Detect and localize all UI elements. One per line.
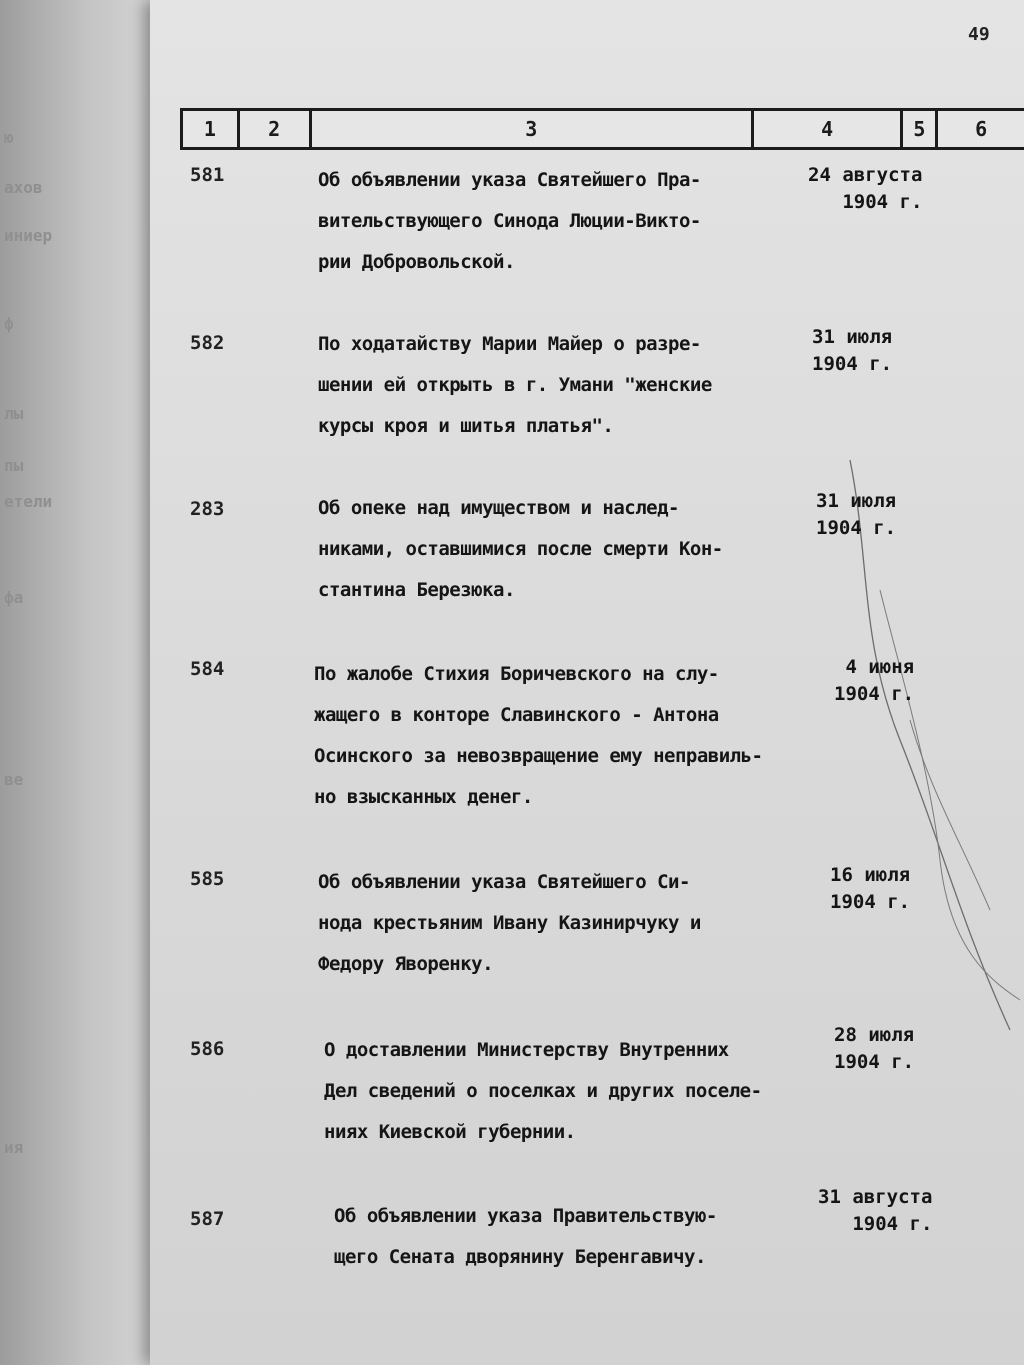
title-line: стантина Березюка. [318, 579, 515, 601]
ghost-text: ю [4, 128, 14, 147]
ghost-text: ахов [4, 178, 43, 197]
entry-date [818, 1184, 932, 1238]
entry-title [318, 160, 808, 283]
entry-title [334, 1196, 824, 1278]
entry-title [314, 654, 804, 818]
entry-number: 587 [190, 1208, 225, 1230]
table-header [180, 108, 1024, 150]
column-header: 2 [240, 111, 312, 147]
entry-number: 585 [190, 868, 225, 890]
entry-date [812, 324, 892, 378]
adjacent-page-edge [0, 0, 160, 1365]
title-line: курсы кроя и шитья платья". [318, 415, 614, 437]
ghost-text: фа [4, 588, 24, 607]
title-line: Дел сведений о поселках и других поселе- [324, 1080, 762, 1102]
entry-date [808, 162, 922, 216]
entry-title [318, 324, 808, 447]
entry-title [318, 862, 808, 985]
date-day: 31 августа [818, 1186, 933, 1208]
ghost-text: ф [4, 314, 14, 333]
date-day: 31 июля [812, 326, 893, 348]
title-line: По ходатайству Марии Майер о разре- [318, 333, 701, 355]
entry-number: 283 [190, 498, 225, 520]
title-line: рии Добровольской. [318, 251, 515, 273]
ghost-text: пы [4, 456, 24, 475]
ghost-text: иниер [4, 226, 53, 245]
title-line: щего Сената дворянину Беренгавичу. [334, 1246, 706, 1268]
date-year: 1904 г. [834, 1051, 915, 1073]
column-header: 1 [183, 111, 240, 147]
date-year: 1904 г. [834, 683, 915, 705]
title-line: Федору Яворенку. [318, 953, 494, 975]
entry-number: 584 [190, 658, 225, 680]
date-year: 1904 г. [812, 353, 893, 375]
entry-title [318, 488, 808, 611]
date-year: 1904 г. [830, 891, 911, 913]
title-line: вительствующего Синода Люции-Викто- [318, 210, 701, 232]
ghost-text: ия [4, 1138, 24, 1157]
title-line: О доставлении Министерству Внутренних [324, 1039, 729, 1061]
column-header: 6 [975, 117, 988, 141]
ghost-text: ве [4, 770, 24, 789]
title-line: никами, оставшимися после смерти Кон- [318, 538, 723, 560]
entry-date [834, 1022, 914, 1076]
title-line: Осинского за невозвращение ему неправиль- [314, 745, 763, 767]
entry-date [816, 488, 896, 542]
ghost-text: лы [4, 404, 24, 423]
date-day: 31 июля [816, 490, 897, 512]
title-line: Об опеке над имуществом и наслед- [318, 497, 679, 519]
title-line: нода крестьяним Ивану Казинирчуку и [318, 912, 701, 934]
entry-number: 586 [190, 1038, 225, 1060]
title-line: ниях Киевской губернии. [324, 1121, 576, 1143]
column-header: 5 [903, 111, 938, 147]
date-year: 1904 г. [816, 517, 897, 539]
page-number: 49 [968, 24, 990, 45]
date-day: 24 августа [808, 164, 923, 186]
title-line: По жалобе Стихия Боричевского на слу- [314, 663, 719, 685]
date-year: 1904 г. [842, 191, 923, 213]
entry-number: 581 [190, 164, 225, 186]
title-line: но взысканных денег. [314, 786, 533, 808]
column-header: 3 [312, 111, 754, 147]
entry-date [834, 654, 914, 708]
title-line: Об объявлении указа Правительствую- [334, 1205, 717, 1227]
date-day: 4 июня [845, 656, 915, 678]
title-line: Об объявлении указа Святейшего Си- [318, 871, 690, 893]
entry-title [324, 1030, 814, 1153]
column-header: 4 [754, 111, 903, 147]
document-page [150, 0, 1024, 1365]
title-line: шении ей открыть в г. Умани "женские [318, 374, 712, 396]
date-year: 1904 г. [852, 1213, 933, 1235]
entry-number: 582 [190, 332, 225, 354]
date-day: 28 июля [834, 1024, 915, 1046]
title-line: Об объявлении указа Святейшего Пра- [318, 169, 701, 191]
ghost-text: етели [4, 492, 53, 511]
entry-date [830, 862, 910, 916]
title-line: жащего в конторе Славинского - Антона [314, 704, 719, 726]
date-day: 16 июля [830, 864, 911, 886]
